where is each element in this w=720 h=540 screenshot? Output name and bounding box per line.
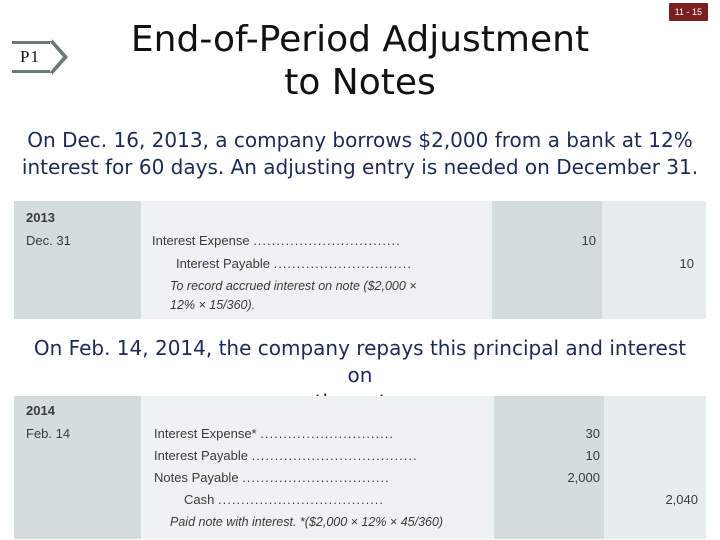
leader-dots: .............................	[260, 426, 394, 441]
journal-entry-2	[14, 396, 706, 539]
title-line-2: to Notes	[284, 62, 436, 103]
scenario-1-line-2: interest for 60 days. An adjusting entry is needed on December 31.	[21, 155, 699, 179]
debit-column	[492, 201, 602, 319]
debit-amount: 10	[581, 233, 596, 248]
account-name: Interest Payable	[176, 256, 270, 271]
scenario-2-line-1: On Feb. 14, 2014, the company repays this principal and interest on	[33, 336, 687, 387]
debit-amount: 10	[585, 448, 600, 463]
leader-dots: ................................	[242, 470, 390, 485]
account-line	[154, 470, 390, 485]
leader-dots: ....................................	[217, 492, 385, 507]
entry-year: 2014	[26, 403, 55, 418]
account-line	[154, 426, 394, 441]
debit-amount: 2,000	[567, 470, 600, 485]
credit-amount: 2,040	[665, 492, 698, 507]
account-name: Interest Payable	[154, 448, 248, 463]
entry-explanation: Paid note with interest. *($2,000 × 12% × 45/360)	[170, 515, 444, 529]
credit-column	[604, 396, 706, 539]
explanation-line-1: To record accrued interest on note ($2,000 ×	[170, 279, 417, 293]
scenario-1-line-1: On Dec. 16, 2013, a company borrows $2,000 from a bank at 12%	[27, 128, 693, 152]
explanation-line-2: 12% × 15/360).	[170, 298, 256, 312]
leader-dots: ....................................	[251, 448, 418, 463]
account-name: Interest Expense*	[154, 426, 257, 441]
account-line	[154, 448, 418, 463]
p1-tag	[12, 39, 68, 75]
slide-number: 11 - 15	[669, 3, 708, 21]
tag-label: P1	[20, 47, 40, 66]
entry-year: 2013	[26, 210, 55, 225]
account-name: Cash	[184, 492, 215, 507]
leader-dots: ................................	[253, 233, 401, 248]
entry-date: Feb. 14	[26, 426, 71, 441]
account-name: Interest Expense	[152, 233, 250, 248]
account-line	[176, 256, 412, 271]
title-line-1: End-of-Period Adjustment	[130, 19, 590, 60]
account-line	[152, 233, 401, 248]
credit-amount: 10	[679, 256, 694, 271]
entry-date: Dec. 31	[26, 233, 71, 248]
account-name: Notes Payable	[154, 470, 239, 485]
account-line	[184, 492, 384, 507]
journal-entry-1	[14, 201, 706, 319]
page-title	[110, 18, 610, 104]
entry-explanation	[170, 277, 417, 315]
scenario-1-text	[20, 127, 700, 181]
debit-column	[494, 396, 604, 539]
leader-dots: ..............................	[273, 256, 412, 271]
debit-amount: 30	[585, 426, 600, 441]
